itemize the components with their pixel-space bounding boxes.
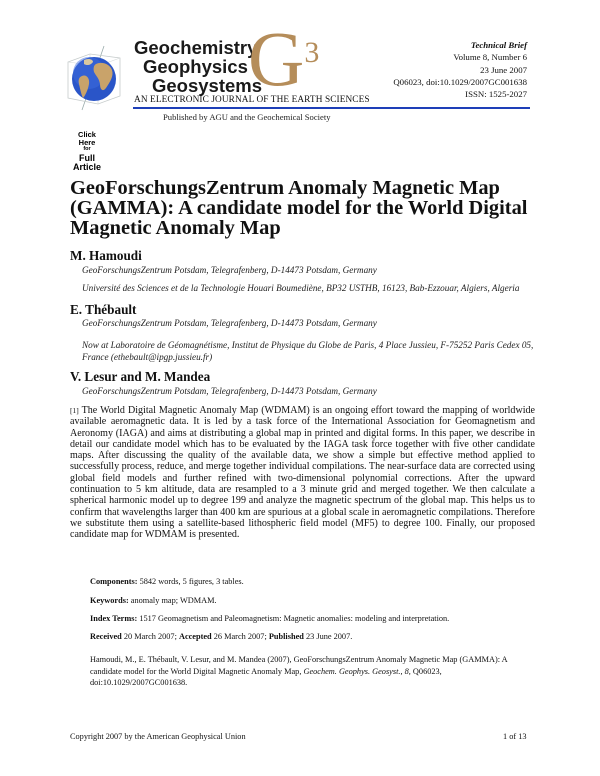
volume-number: Volume 8, Number 6 [453,52,527,63]
copyright-notice: Copyright 2007 by the American Geophysical Union [70,732,246,741]
abstract [70,405,535,541]
article-type: Technical Brief [470,40,527,50]
author-name: V. Lesur and M. Mandea [70,369,211,384]
issn: ISSN: 1525-2027 [465,89,527,100]
citation-volume: 8 [404,666,409,676]
received-value: 20 March 2007; [123,632,177,641]
published-label: Published [268,632,304,641]
author-affiliation: GeoForschungsZentrum Potsdam, Telegrafenberg, D-14473 Potsdam, Germany [82,386,377,396]
author-affiliation: GeoForschungsZentrum Potsdam, Telegrafenberg, D-14473 Potsdam, Germany [82,318,377,328]
paper-title: GeoForschungsZentrum Anomaly Magnetic Map (GAMMA): A candidate model for the World Digital Magnetic Anomaly Map [70,177,528,239]
full-article-link-line: Full [79,152,95,163]
citation-separator: , [400,666,405,676]
abstract-text: The World Digital Magnetic Anomaly Map (WDMAM) is an ongoing effort toward the mapping of worldwide available aeromagnetic data. It is led by a task force of the International Association for Geomagnetism and Aeronomy (IAGA) and aims at distributing a global map in printed and digital forms. In this paper, we describe in detail our candidate model which has to be evaluated by the IAGA task force together with five other candidate maps. After discussing the quality of the available data, we show a simple but effective method applied to successfully process, reduce, and merge together individual compilations. The near-surface data are corrected using global field models and further refined with two-dimensional polynomial corrections. After the upward continuation to 5 km altitude, data are resampled to a 3 minute grid and merged together. We then calculate a spherical harmonic model up to degree 199 and analyze the magnetic spectrum of the global map. This helps us to confirm that wavelengths larger than 400 km are spurious at a global scale in aeromagnetic compilations. Therefore we substitute them using a satellite-based lithospheric field model (MF5) to degree 100. Finally, our proposed candidate map for WDMAM is presented. [70,405,535,541]
author-affiliation: Université des Sciences et de la Technologie Houari Boumediène, BP32 USTHB, 16123, Bab-Ezzouar, Algiers, Algeria [82,283,520,293]
full-article-link-line: for [83,146,91,152]
journal-name-line-1: Geochemistry [134,37,258,58]
index-terms-label: Index Terms: [90,614,138,623]
full-article-link-line: Here [78,137,96,147]
full-article-link-line: Article [72,161,101,172]
g3-logo [248,15,320,102]
accepted-label: Accepted [178,632,212,641]
dates-line [90,632,352,641]
journal-name-line-3: Geosystems [152,75,263,96]
index-terms-line [90,614,449,623]
keywords-line [90,596,217,605]
paragraph-number: [1] [70,406,79,415]
citation-authors-title: Hamoudi, M., E. Thébault, V. Lesur, and M. Mandea (2007), GeoForschungsZentrum Anomaly Magnetic Map (GAMMA): A candidate model for the World Digital Magnetic Anomaly Map, [90,655,508,676]
received-label: Received [90,632,122,641]
g3-letter: G [248,15,305,102]
author-name: E. Thébault [70,302,137,317]
globe-icon [60,44,128,112]
citation-journal: Geochem. Geophys. Geosyst. [303,666,401,676]
index-terms-value: 1517 Geomagnetism and Paleomagnetism: Magnetic anomalies: modeling and interpretation. [139,614,450,623]
header-rule [133,107,530,109]
publisher-line: Published by AGU and the Geochemical Society [163,112,331,122]
journal-name [134,38,262,95]
doi[interactable]: Q06023, doi:10.1029/2007GC001638 [393,76,527,87]
journal-tagline: AN ELECTRONIC JOURNAL OF THE EARTH SCIENCES [134,95,370,105]
components-line [90,577,244,586]
journal-globe-logo [60,44,128,112]
author-affiliation: GeoForschungsZentrum Potsdam, Telegrafenberg, D-14473 Potsdam, Germany [82,265,377,275]
full-article-link-line: Click [78,130,96,139]
citation-rest: , Q06023, doi:10.1029/2007GC001638. [90,666,442,688]
publication-date: 23 June 2007 [480,64,527,75]
components-value: 5842 words, 5 figures, 3 tables. [139,577,244,586]
keywords-label: Keywords: [90,596,129,605]
journal-name-line-2: Geophysics [143,56,248,77]
accepted-value: 26 March 2007; [213,632,267,641]
components-label: Components: [90,577,138,586]
published-value: 23 June 2007. [305,632,353,641]
keywords-value: anomaly map; WDMAM. [130,596,217,605]
citation [90,654,540,689]
full-article-link[interactable] [70,130,104,172]
author-name: M. Hamoudi [70,248,142,263]
author-affiliation: Now at Laboratoire de Géomagnétisme, Institut de Physique du Globe de Paris, 4 Place Jussieu, F-75252 Paris Cedex 05, France (ethebault@ipgp.jussieu.fr) [82,340,534,362]
article-metadata [393,39,527,100]
page-number: 1 of 13 [503,732,527,741]
g3-superscript: 3 [304,36,320,69]
